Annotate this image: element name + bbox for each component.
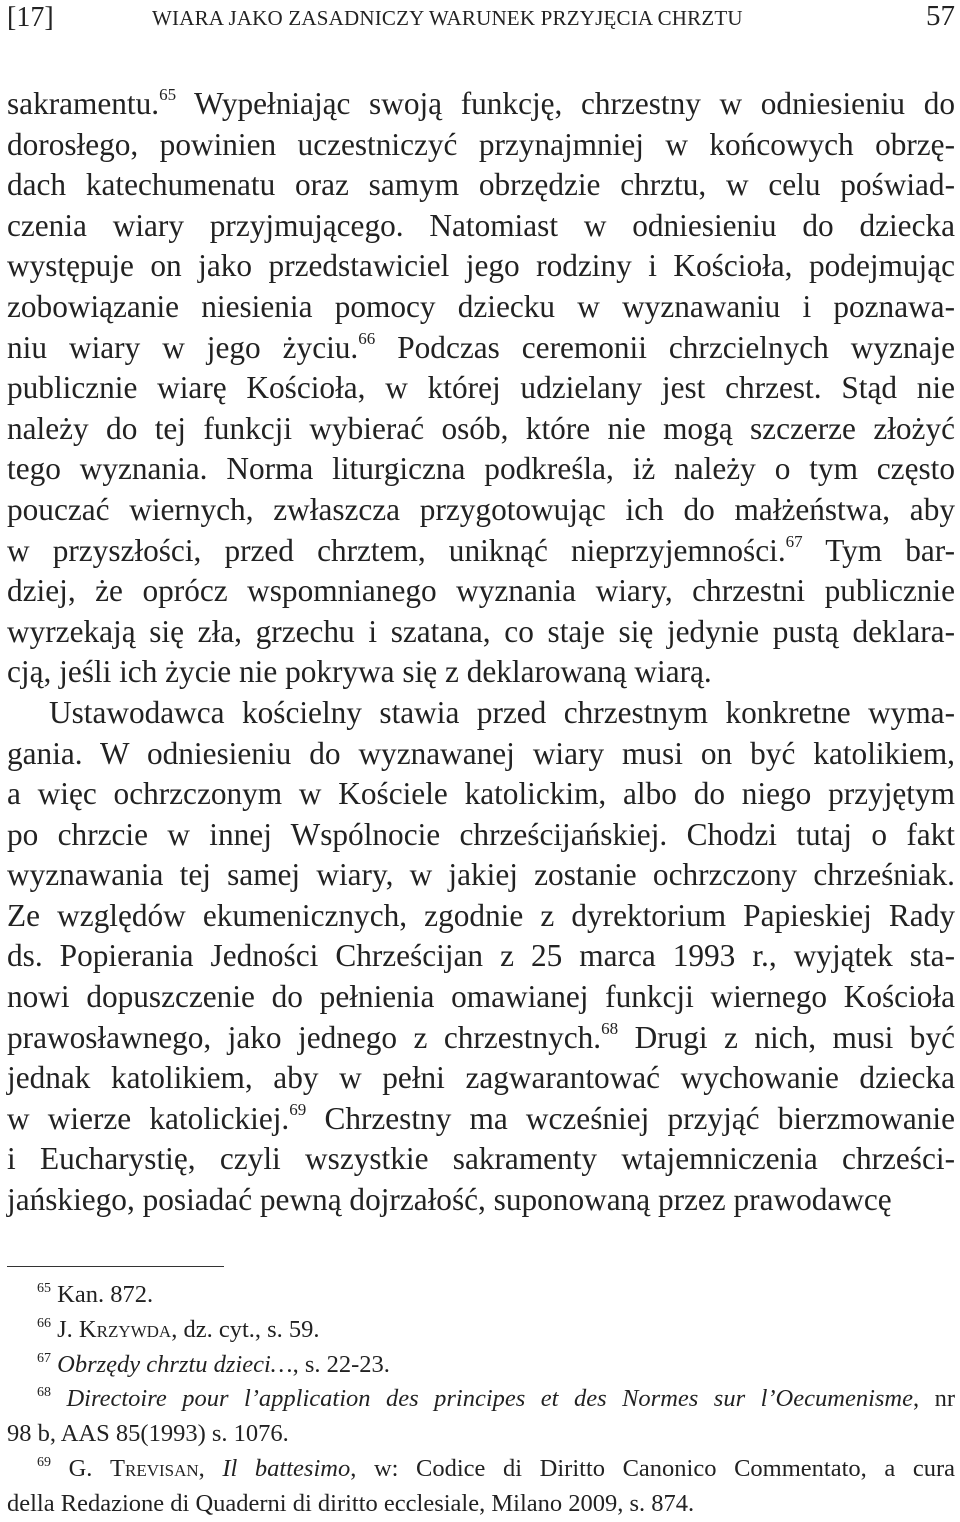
text-run: publicznie wiarę Kościoła, w której udzielany jest chrzest. Stąd nie — [7, 370, 955, 406]
text-run: gania. W odniesieniu do wyznawanej wiary musi on być katolikiem, — [7, 735, 955, 771]
text-run: zobowiązanie niesienia pomocy dziecku w wyznawaniu i poznawa- — [7, 288, 955, 324]
footnote-ref: 69 — [37, 1454, 51, 1470]
text-run: i Eucharystię, czyli wszystkie sakramenty wtajemniczenia chrześci- — [7, 1141, 955, 1177]
text-line — [7, 1058, 955, 1099]
italic-title: Directoire pour l’application des principes et des Normes sur l’Oecumenisme — [66, 1385, 913, 1413]
footnotes — [7, 1278, 955, 1522]
text-run: , nr — [912, 1385, 955, 1413]
text-line — [7, 368, 955, 409]
italic-title: Il battesimo — [222, 1454, 351, 1482]
text-run: jednak katolikiem, aby w pełni zagwarantować wychowanie dziecka — [7, 1060, 955, 1096]
text-line — [7, 734, 955, 775]
footnote-line — [7, 1487, 955, 1522]
text-line — [7, 449, 955, 490]
footnote-ref: 68 — [601, 1018, 619, 1038]
footnote-ref: 65 — [159, 85, 177, 104]
text-run: dach katechumenatu oraz samym obrzędzie chrztu, w celu poświad- — [7, 167, 955, 203]
text-run: Wypełniając swoją funkcję, chrzestny w odniesieniu do — [176, 86, 955, 121]
text-line — [7, 1018, 955, 1059]
text-line — [7, 206, 955, 247]
footnote-line — [7, 1382, 955, 1417]
text-line — [7, 531, 955, 572]
text-line — [7, 1180, 955, 1221]
text-run: Kan. 872. — [51, 1281, 154, 1308]
text-run: , w: Codice di Diritto Canonico Commentato, a cura — [350, 1454, 955, 1482]
text-run: prawosławnego, jako jednego z chrzestnych. — [7, 1019, 602, 1055]
footnote-line — [7, 1348, 955, 1383]
text-run: jańskiego, posiadać pewną dojrzałość, suponowaną przez prawodawcę — [7, 1182, 892, 1218]
text-run: nowi dopuszczenie do pełnienia omawianej funkcji wiernego Kościoła — [7, 979, 955, 1015]
text-line — [7, 328, 955, 369]
footnote-ref: 69 — [289, 1099, 307, 1119]
text-line — [7, 1139, 955, 1180]
text-line — [7, 490, 955, 531]
footnote-line — [7, 1313, 955, 1348]
text-run: ds. Popierania Jedności Chrześcijan z 25 marca 1993 r., wyjątek sta- — [7, 938, 955, 974]
text-run: wyznawania tej samej wiary, w jakiej zostanie ochrzczony chrześniak. — [7, 857, 955, 893]
text-line — [7, 612, 955, 653]
text-run: Drugi z nich, musi być — [618, 1019, 955, 1055]
text-run: tego wyznania. Norma liturgiczna podkreśla, iż należy o tym często — [7, 451, 955, 487]
running-title: WIARA JAKO ZASADNICZY WARUNEK PRZYJĘCIA CHRZTU — [152, 6, 743, 30]
text-line — [7, 855, 955, 896]
text-run: 98 b, AAS 85(1993) s. 1076. — [7, 1420, 289, 1448]
footnote-separator — [7, 1266, 224, 1267]
text-line — [7, 409, 955, 450]
text-line — [7, 977, 955, 1018]
text-line — [7, 287, 955, 328]
text-run: należy do tej funkcji wybierać osób, które nie mogą szczerze złożyć — [7, 410, 955, 446]
page-number: 57 — [926, 0, 955, 32]
footnote-ref: 66 — [37, 1315, 51, 1331]
text-line — [7, 815, 955, 856]
footnote-ref: 68 — [37, 1385, 51, 1401]
text-line — [7, 571, 955, 612]
text-run: dziej, że oprócz wspomnianego wyznania wiary, chrzestni publicznie — [7, 573, 955, 609]
running-header — [7, 0, 955, 40]
text-line — [7, 936, 955, 977]
text-line — [7, 165, 955, 206]
text-run: dorosłego, powinien uczestniczyć przynajmniej w końcowych obrzę- — [7, 126, 955, 162]
text-run: Ustawodawca kościelny stawia przed chrzestnym konkretne wyma- — [49, 694, 955, 730]
footnote-line — [7, 1452, 955, 1487]
text-run: czenia wiary przyjmującego. Natomiast w odniesieniu do dziecka — [7, 207, 955, 243]
text-run: Podczas ceremonii chrzcielnych wyznaje — [375, 329, 955, 365]
text-run — [51, 1385, 66, 1412]
author-name: Krzywda — [78, 1315, 172, 1343]
text-line — [7, 1099, 955, 1140]
section-number: [17] — [7, 2, 54, 33]
text-run: występuje on jako przedstawiciel jego rodziny i Kościoła, podejmując — [7, 248, 955, 284]
text-run: po chrzcie w innej Wspólnocie chrześcijańskiej. Chodzi tutaj o fakt — [7, 816, 955, 852]
author-name: Trevisan — [110, 1454, 199, 1482]
footnote-ref: 65 — [37, 1281, 51, 1296]
text-run: della Redazione di Quaderni di diritto ecclesiale, Milano 2009, s. 874. — [7, 1489, 695, 1517]
text-run: Chrzestny ma wcześniej przyjąć bierzmowanie — [306, 1100, 956, 1136]
footnote-line — [7, 1278, 955, 1313]
text-run: cją, jeśli ich życie nie pokrywa się z deklarowaną wiarą. — [7, 654, 712, 690]
text-line — [7, 246, 955, 287]
text-run: , dz. cyt., s. 59. — [171, 1315, 320, 1343]
text-run: w wierze katolickiej. — [7, 1100, 290, 1136]
text-line — [7, 693, 955, 734]
text-run: , s. 22-23. — [292, 1350, 390, 1378]
text-run: niu wiary w jego życiu. — [7, 329, 359, 365]
text-run: pouczać wiernych, zwłaszcza przygotowując ich do małżeństwa, aby — [7, 491, 955, 527]
footnote-ref: 66 — [358, 328, 376, 348]
footnote-ref: 67 — [785, 531, 803, 551]
main-text — [7, 84, 955, 1221]
text-run: J. — [51, 1315, 79, 1343]
text-run: sakramentu. — [7, 86, 160, 121]
text-line — [7, 774, 955, 815]
text-run: w przyszłości, przed chrztem, uniknąć nieprzyjemności. — [7, 532, 786, 568]
text-run: , — [198, 1454, 223, 1482]
text-run: a więc ochrzczonym w Kościele katolickim, albo do niego przyjętym — [7, 776, 955, 812]
text-run: wyrzekają się zła, grzechu i szatana, co staje się jedynie pustą deklara- — [7, 613, 955, 649]
footnote-line — [7, 1417, 955, 1452]
footnote-ref: 67 — [37, 1350, 51, 1366]
text-run: Tym bar- — [802, 532, 955, 568]
text-run: Ze względów ekumenicznych, zgodnie z dyrektorium Papieskiej Rady — [7, 897, 955, 933]
text-run: G. — [51, 1454, 111, 1482]
text-line — [7, 896, 955, 937]
text-line — [7, 84, 955, 125]
text-line — [7, 125, 955, 166]
text-line — [7, 652, 955, 693]
italic-title: Obrzędy chrztu dzieci… — [57, 1350, 293, 1378]
